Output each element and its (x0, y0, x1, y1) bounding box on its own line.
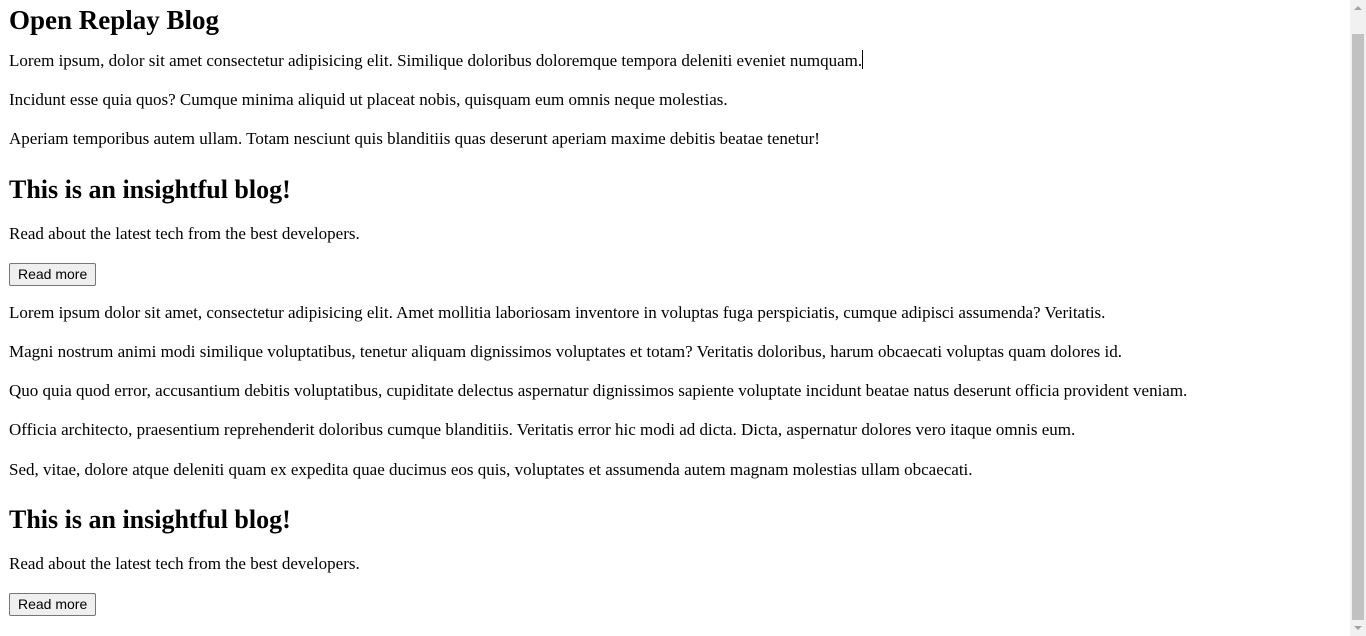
blog-card-description: Read about the latest tech from the best developers. (9, 554, 360, 573)
text-cursor (862, 50, 863, 69)
intro-paragraph-text: Lorem ipsum, dolor sit amet consectetur adipisicing elit. Similique doloribus doloremque tempora deleniti eveniet numquam. (9, 51, 863, 70)
intro-paragraph (9, 50, 1341, 72)
blog-card-heading: This is an insightful blog! (9, 505, 291, 534)
blog-card (9, 175, 1341, 286)
triangle-up-icon[interactable] (1354, 6, 1362, 10)
vertical-scrollbar[interactable] (1350, 0, 1366, 636)
blog-card-description: Read about the latest tech from the best developers. (9, 224, 360, 243)
body-paragraph: Sed, vitae, dolore atque deleniti quam ex expedita quae ducimus eos quis, voluptates et assumenda autem magnam molestias ullam obcaecati. (9, 460, 973, 479)
blog-card (9, 505, 1341, 616)
scrollbar-thumb[interactable] (1352, 34, 1364, 620)
triangle-down-icon[interactable] (1354, 626, 1362, 630)
body-paragraph: Quo quia quod error, accusantium debitis voluptatibus, cupiditate delectus aspernatur dignissimos sapiente voluptate incidunt beatae natus deserunt officia provident veniam. (9, 381, 1188, 400)
intro-paragraph: Incidunt esse quia quos? Cumque minima aliquid ut placeat nobis, quisquam eum omnis neque molestias. (9, 90, 728, 109)
blog-card-heading: This is an insightful blog! (9, 175, 291, 204)
intro-section (9, 50, 1341, 150)
body-paragraph: Officia architecto, praesentium reprehenderit doloribus cumque blanditiis. Veritatis error hic modi ad dicta. Dicta, aspernatur dolores vero itaque omnis eum. (9, 420, 1076, 439)
page-title: Open Replay Blog (9, 5, 220, 35)
intro-paragraph: Aperiam temporibus autem ullam. Totam nesciunt quis blanditiis quas deserunt aperiam maxime debitis beatae tenetur! (9, 129, 820, 148)
body-paragraph: Magni nostrum animi modi similique voluptatibus, tenetur aliquam dignissimos voluptates et totam? Veritatis doloribus, harum obcaecati voluptas quam dolores id. (9, 342, 1123, 361)
read-more-button[interactable]: Read more (9, 263, 96, 286)
body-section (9, 302, 1341, 481)
body-paragraph: Lorem ipsum dolor sit amet, consectetur adipisicing elit. Amet mollitia laboriosam inventore in voluptas fuga perspiciatis, cumque adipisci assumenda? Veritatis. (9, 303, 1106, 322)
read-more-button[interactable]: Read more (9, 593, 96, 616)
